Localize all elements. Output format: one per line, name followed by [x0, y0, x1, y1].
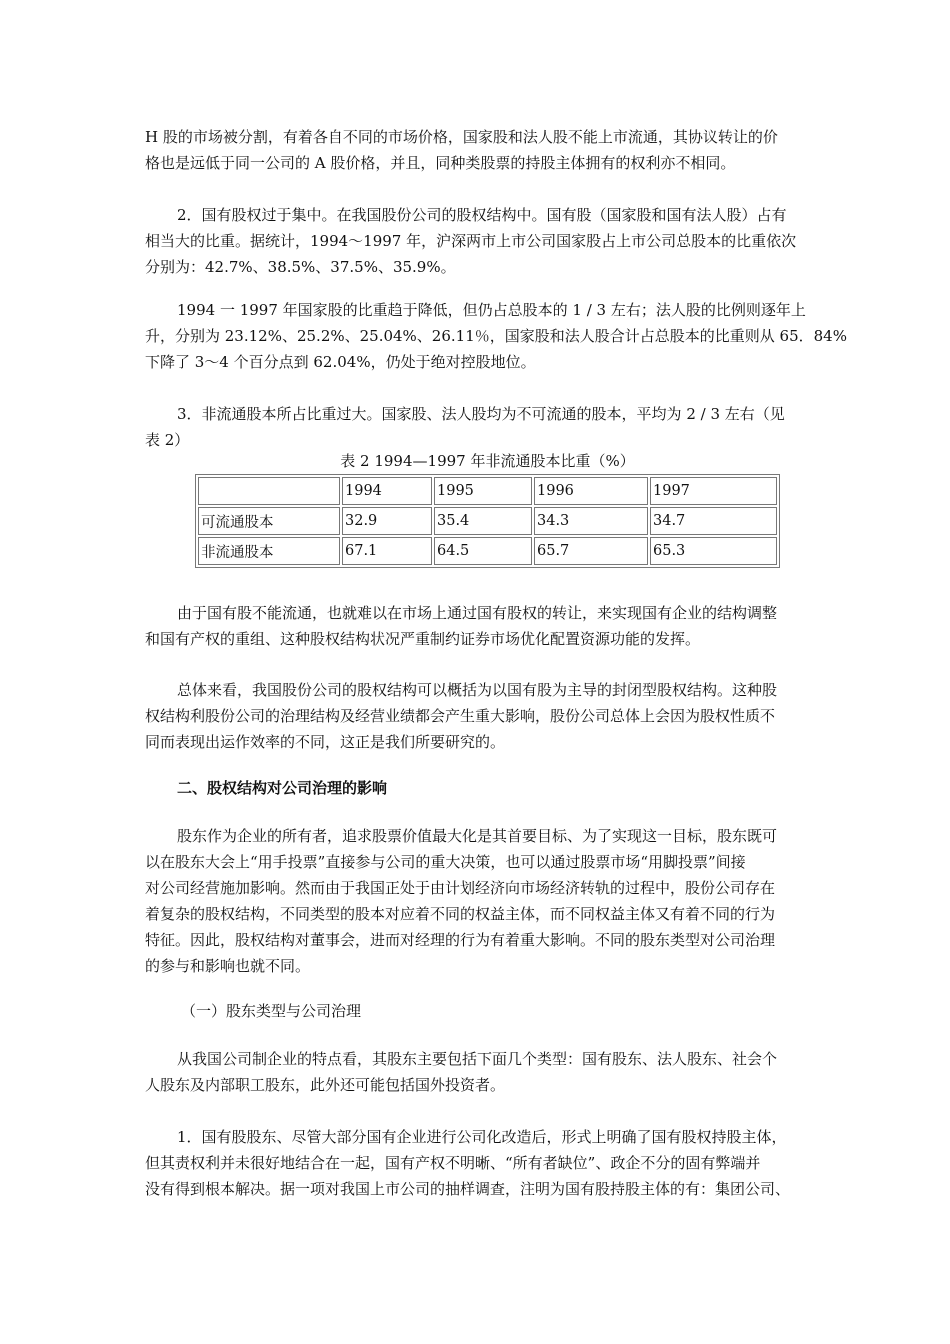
text-line: 同而表现出运作效率的不同，这正是我们所要研究的。: [145, 733, 506, 751]
table-row: [198, 537, 777, 565]
text-line: 的参与和影响也就不同。: [145, 957, 311, 975]
text-line: 和国有产权的重组、这种股权结构状况严重制约证券市场优化配置资源功能的发挥。: [145, 630, 701, 648]
section-heading: 二、股权结构对公司治理的影响: [177, 779, 388, 797]
text-line: 表 2）: [145, 431, 190, 449]
subsection-heading: （一）股东类型与公司治理: [181, 1002, 362, 1020]
text-line: 以在股东大会上“用手投票”直接参与公司的重大决策，也可以通过股票市场“用脚投票”间接: [145, 853, 746, 871]
text-line: 但其责权利并未很好地结合在一起，国有产权不明晰、“所有者缺位”、政企不分的固有弊端并: [145, 1154, 761, 1172]
table-cell: 64.5: [434, 537, 532, 565]
table-cell: 67.1: [342, 537, 432, 565]
text-line: 升，分别为 23.12%、25.2%、25.04%、26.11％，国家股和法人股合计占总股本的比重则从 65．84%: [145, 327, 847, 345]
text-line: 1994 一 1997 年国家股的比重趋于降低，但仍占总股本的 1 / 3 左右；法人股的比例则逐年上: [177, 301, 806, 319]
non-tradable-share-table: [195, 474, 780, 568]
text-line: 1．国有股股东、尽管大部分国有企业进行公司化改造后，形式上明确了国有股权持股主体，: [177, 1128, 787, 1146]
table-cell: 65.3: [650, 537, 777, 565]
table-cell: 非流通股本: [198, 537, 340, 565]
text-line: 人股东及内部职工股东，此外还可能包括国外投资者。: [145, 1076, 506, 1094]
table-cell: 1995: [434, 477, 532, 505]
paragraph-shareholder-types: [145, 1046, 857, 1098]
paragraph-state-share-trend: [145, 297, 857, 375]
text-line: 格也是远低于同一公司的 A 股价格，并且，同种类股票的持股主体拥有的权利亦不相同。: [145, 154, 736, 172]
paragraph-shareholder-goals: [145, 823, 857, 979]
table-cell: [198, 477, 340, 505]
table-cell: 1997: [650, 477, 777, 505]
text-line: 下降了 3～4 个百分点到 62.04%，仍处于绝对控股地位。: [145, 353, 536, 371]
text-line: H 股的市场被分割，有着各自不同的市场价格，国家股和法人股不能上市流通，其协议转让的价: [145, 128, 778, 146]
table-caption: 表 2 1994—1997 年非流通股本比重（%）: [340, 452, 635, 470]
paragraph-state-share-not-tradable: [145, 600, 857, 652]
text-line: 分别为：42.7%、38.5%、37.5%、35.9%。: [145, 258, 456, 276]
text-line: 没有得到根本解决。据一项对我国上市公司的抽样调查，注明为国有股持股主体的有：集团公司、: [145, 1180, 791, 1198]
table-cell: 65.7: [534, 537, 648, 565]
table-cell: 1996: [534, 477, 648, 505]
table-cell: 32.9: [342, 507, 432, 535]
paragraph-state-ownership-concentrated: [145, 202, 857, 280]
text-line: 总体来看，我国股份公司的股权结构可以概括为以国有股为主导的封闭型股权结构。这种股: [177, 681, 778, 699]
table-row: [198, 507, 777, 535]
paragraph-h-share-market: [145, 124, 857, 176]
table-cell: 35.4: [434, 507, 532, 535]
paragraph-state-shareholders: [145, 1124, 857, 1202]
text-line: 对公司经营施加影响。然而由于我国正处于由计划经济向市场经济转轨的过程中，股份公司存在: [145, 879, 776, 897]
text-line: 特征。因此，股权结构对董事会，进而对经理的行为有着重大影响。不同的股东类型对公司治理: [145, 931, 776, 949]
text-line: 3．非流通股本所占比重过大。国家股、法人股均为不可流通的股本，平均为 2 / 3 左右（见: [177, 405, 785, 423]
table-cell: 34.7: [650, 507, 777, 535]
text-line: 着复杂的股权结构，不同类型的股本对应着不同的权益主体，而不同权益主体又有着不同的行为: [145, 905, 776, 923]
text-line: 股东作为企业的所有者，追求股票价值最大化是其首要目标、为了实现这一目标，股东既可: [177, 827, 778, 845]
text-line: 2．国有股权过于集中。在我国股份公司的股权结构中。国有股（国家股和国有法人股）占有: [177, 206, 787, 224]
paragraph-non-tradable-share: [145, 401, 857, 453]
text-line: 从我国公司制企业的特点看，其股东主要包括下面几个类型：国有股东、法人股东、社会个: [177, 1050, 778, 1068]
text-line: 相当大的比重。据统计，1994～1997 年，沪深两市上市公司国家股占上市公司总股本的比重依次: [145, 232, 797, 250]
table-cell: 34.3: [534, 507, 648, 535]
table-cell: 可流通股本: [198, 507, 340, 535]
table-header-row: [198, 477, 777, 505]
text-line: 权结构利股份公司的治理结构及经营业绩都会产生重大影响，股份公司总体上会因为股权性质不: [145, 707, 776, 725]
paragraph-overall-summary: [145, 677, 857, 755]
text-line: 由于国有股不能流通，也就难以在市场上通过国有股权的转让，来实现国有企业的结构调整: [177, 604, 778, 622]
table-cell: 1994: [342, 477, 432, 505]
